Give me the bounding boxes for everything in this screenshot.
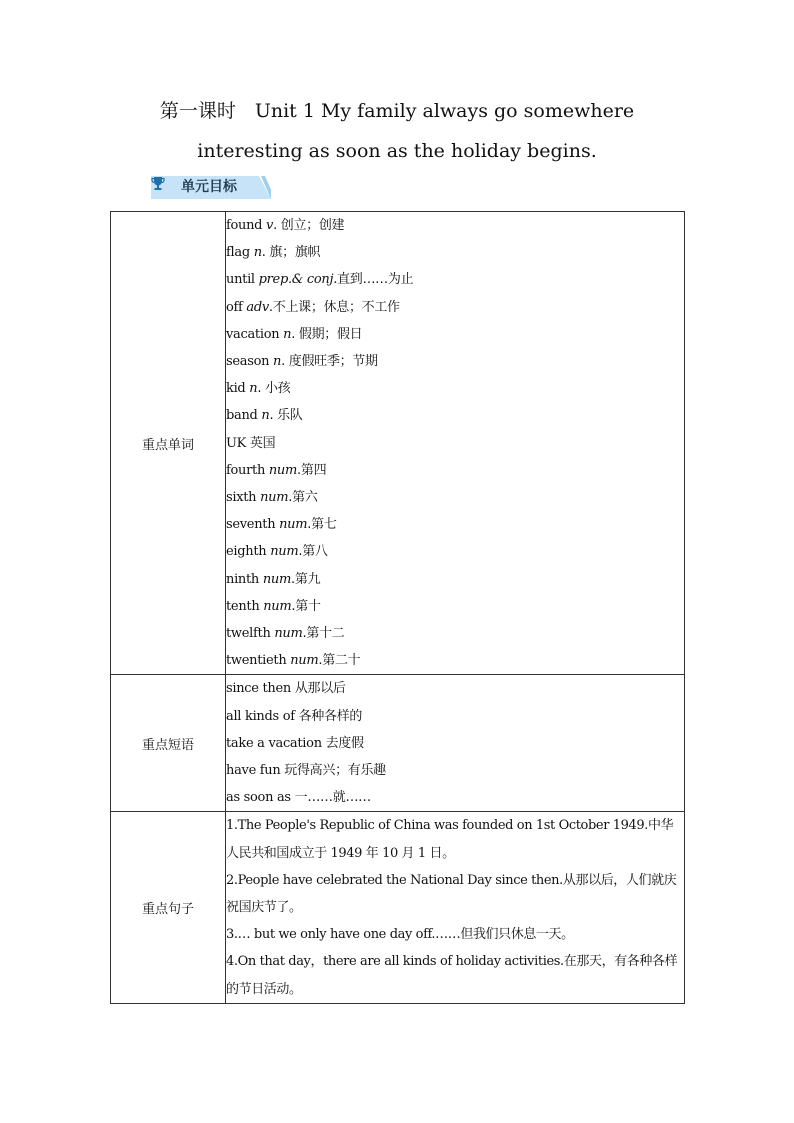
word-meaning: .第二十 (318, 653, 361, 669)
word-pos: num (260, 490, 289, 506)
word-meaning: . 创立；创建 (273, 218, 345, 233)
word-text: seventh (226, 517, 280, 533)
word-pos: prep.& conj. (258, 272, 338, 288)
word-text: UK 英国 (226, 435, 276, 451)
word-text: ninth (226, 571, 263, 587)
word-item (226, 511, 684, 538)
word-pos: num (263, 598, 292, 614)
sentence-item: 2.People have celebrated the National Day since then.从那以后，人们就庆祝国庆节了。 (226, 872, 677, 916)
sentences-content (226, 812, 685, 1003)
word-item (226, 620, 684, 647)
word-text: fourth (226, 462, 269, 478)
word-text: until (226, 272, 259, 288)
word-pos: n (261, 408, 270, 424)
page-title-line-1: 第一课时 Unit 1 My family always go somewhere (159, 100, 635, 122)
sentence-item: 1.The People's Republic of China was founded on 1st October 1949.中华人民共和国成立于 1949 年 10 月 1 日。 (226, 818, 674, 861)
word-item (226, 538, 684, 565)
words-label: 重点单词 (111, 212, 226, 675)
word-meaning: . 假期；假日 (291, 326, 363, 342)
word-pos: n (283, 326, 292, 342)
sentence-item: 4.On that day，there are all kinds of holiday activities.在那天，有各种各样的节日活动。 (226, 954, 678, 997)
word-text: tenth (226, 598, 264, 614)
word-item (226, 484, 684, 511)
phrase-item: since then 从那以后 (226, 681, 346, 697)
phrases-list (226, 675, 684, 811)
word-text: vacation (226, 326, 284, 342)
word-meaning: . 旗；旗帜 (261, 245, 321, 261)
word-meaning: .第八 (298, 544, 328, 560)
phrases-row (111, 675, 685, 812)
word-pos: num (290, 653, 319, 669)
word-text: band (226, 408, 262, 424)
word-text: twelfth (226, 626, 275, 642)
word-item (226, 430, 684, 457)
phrases-label: 重点短语 (111, 675, 226, 812)
page-title-line-2: interesting as soon as the holiday begins. (197, 140, 597, 162)
word-item (226, 212, 684, 239)
word-item (226, 294, 684, 321)
sentence-item: 3.… but we only have one day off.……但我们只休息一天。 (226, 927, 574, 943)
word-meaning: . 乐队 (269, 408, 303, 424)
word-text: off (226, 299, 247, 315)
sentences-label: 重点句子 (111, 812, 226, 1003)
word-meaning: 直到……为止 (337, 272, 414, 288)
word-text: flag (226, 245, 254, 261)
word-item (226, 457, 684, 484)
phrase-item: as soon as 一……就…… (226, 790, 371, 806)
word-meaning: . 度假旺季；节期 (281, 354, 378, 370)
word-pos: num (268, 462, 298, 478)
word-meaning: .第六 (288, 490, 318, 506)
word-text: sixth (226, 490, 261, 506)
word-text: eighth (226, 544, 271, 560)
word-text: season (226, 354, 274, 370)
word-pos: adv (246, 299, 269, 315)
phrase-item: take a vacation 去度假 (226, 735, 364, 751)
word-item (226, 348, 684, 375)
word-meaning: .不上课；休息；不工作 (268, 299, 400, 315)
unit-goals-table (110, 211, 685, 1004)
word-item (226, 321, 684, 348)
phrase-item: have fun 玩得高兴；有乐趣 (226, 763, 386, 779)
word-pos: num (274, 626, 303, 642)
word-meaning: .第九 (291, 571, 321, 587)
word-item (226, 266, 684, 293)
word-item (226, 593, 684, 620)
word-text: twentieth (226, 653, 291, 669)
word-pos: num (279, 517, 308, 533)
words-content (226, 212, 685, 675)
word-meaning: .第十二 (302, 626, 345, 642)
unit-goals-badge (151, 176, 271, 199)
word-pos: num (262, 571, 292, 587)
word-item (226, 375, 684, 402)
word-meaning: .第十 (291, 598, 321, 614)
word-item (226, 239, 684, 266)
words-list (226, 212, 684, 674)
word-item (226, 647, 684, 674)
word-pos: n (249, 381, 258, 397)
sentences-row (111, 812, 685, 1003)
trophy-icon (151, 176, 165, 191)
word-pos: num (270, 544, 299, 560)
word-text: kid (226, 381, 250, 397)
phrases-content (226, 675, 685, 812)
word-meaning: .第四 (297, 462, 327, 478)
words-row (111, 212, 685, 675)
phrase-item: all kinds of 各种各样的 (226, 708, 363, 724)
badge-label: 单元目标 (181, 179, 237, 195)
word-pos: v (266, 218, 274, 233)
word-meaning: .第七 (307, 517, 337, 533)
word-meaning: . 小孩 (257, 381, 291, 397)
sentences-list (226, 812, 684, 1002)
word-text: found (226, 218, 267, 233)
word-pos: n (273, 354, 282, 370)
word-pos: n (253, 245, 262, 261)
word-item (226, 402, 684, 429)
word-item (226, 566, 684, 593)
